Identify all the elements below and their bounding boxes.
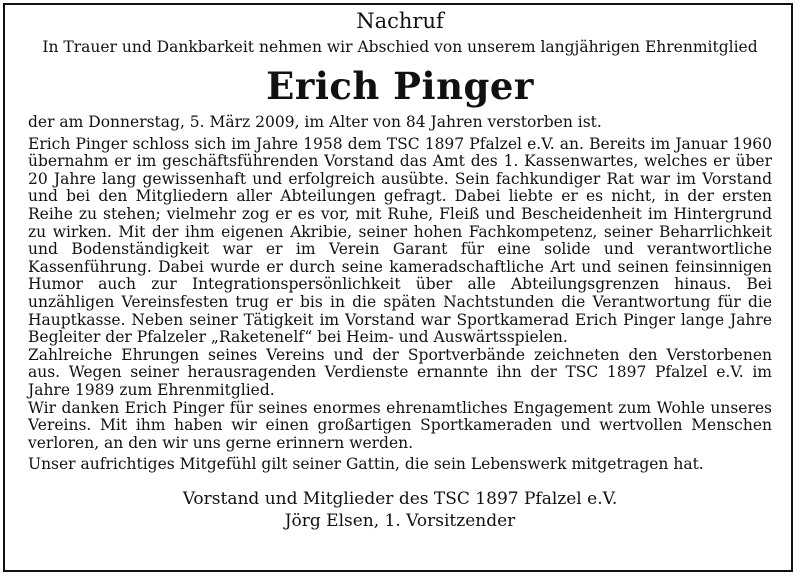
sympathy-line: Unser aufrichtiges Mitgefühl gilt seiner Gattin, die sein Lebenswerk mitgetragen hat.	[28, 455, 704, 474]
death-line: der am Donnerstag, 5. März 2009, im Alter von 84 Jahren verstorben ist.	[28, 113, 602, 131]
biography-paragraph: Erich Pinger schloss sich im Jahre 1958 dem TSC 1897 Pfalzel e.V. an. Bereits im Januar 1960 übernahm er im geschäftsführenden Vorstand das Amt des 1. Kassenwartes, welches er über 20 Jahre lang gewissenhaft und erfolgreich ausübte. Sein fachkundiger Rat war im Vorstand und bei den Mitgliedern aller Abteilungen gefragt. Dabei liebte er es nicht, in der ersten Reihe zu stehen; vielmehr zog er es vor, mit Ruhe, Fleiß und Bescheidenheit im Hintergrund zu wirken. Mit der ihm eigenen Akribie, seiner hohen Fachkompetenz, seiner Beharrlichkeit und Bodenständigkeit war er im Verein Garant für eine solide und verantwortliche Kassenführung. Dabei wurde er durch seine kameradschaftliche Art und seinen feinsinnigen Humor auch zur Integrationspersönlichkeit über alle Abteilungsgrenzen hinaus. Bei unzähligen Vereinsfesten trug er bis in die späten Nachtstunden die Verantwortung für die Hauptkasse. Neben seiner Tätigkeit im Vorstand war Sportkamerad Erich Pinger lange Jahre Begleiter der Pfalzeler „Raketenelf“ bei Heim- und Auswärtsspielen.	[28, 134, 772, 347]
honors-paragraph: Zahlreiche Ehrungen seines Vereins und der Sportverbände zeichneten den Verstorbenen aus. Wegen seiner herausragenden Verdienste ernannte ihn der TSC 1897 Pfalzel e.V. im Jahre 1989 zum Ehrenmitglied.	[28, 345, 772, 399]
thanks-paragraph: Wir danken Erich Pinger für seines enormes ehrenamtliches Engagement zum Wohle unseres Vereins. Mit ihm haben wir einen großartigen Sportkameraden und wertvollen Menschen verloren, an den wir uns gerne erinnern werden.	[28, 398, 772, 452]
deceased-name: Erich Pinger	[266, 64, 534, 108]
signature-person: Jörg Elsen, 1. Vorsitzender	[284, 510, 516, 531]
notice-intro: In Trauer und Dankbarkeit nehmen wir Abschied von unserem langjährigen Ehrenmitglied	[42, 38, 758, 56]
signature-organization: Vorstand und Mitglieder des TSC 1897 Pfalzel e.V.	[182, 488, 618, 509]
obituary-notice	[28, 8, 772, 532]
notice-heading: Nachruf	[356, 9, 444, 33]
